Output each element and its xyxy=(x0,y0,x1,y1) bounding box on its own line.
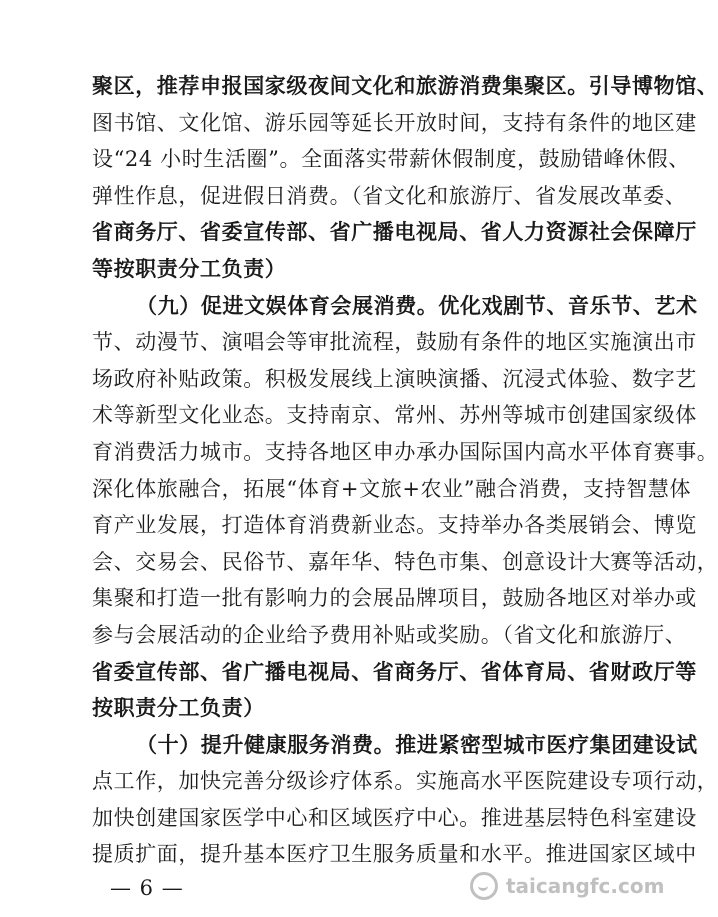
smile-circle-icon xyxy=(470,872,498,900)
text-line: 提质扩面，提升基本医疗卫生服务质量和水平。推进国家区域中 xyxy=(92,842,697,867)
text-line: 加快创建国家医学中心和区域医疗中心。推进基层特色科室建设 xyxy=(92,805,697,830)
section-heading-9: （九）促进文娱体育会展消费。优化戏剧节、音乐节、艺术 xyxy=(136,292,698,318)
text-line: 场政府补贴政策。积极发展线上演映演播、沉浸式体验、数字艺 xyxy=(92,366,697,391)
text-line: 弹性作息，促进假日消费。（省文化和旅游厅、省发展改革委、 xyxy=(92,183,687,208)
text-line: 集聚和打造一批有影响力的会展品牌项目，鼓励各地区对举办或 xyxy=(92,586,697,611)
body-text xyxy=(92,68,718,873)
text-line: 会、交易会、民俗节、嘉年华、特色市集、创意设计大赛等活动， xyxy=(92,549,718,574)
text-line: 聚区，推荐申报国家级夜间文化和旅游消费集聚区。引导博物馆、 xyxy=(92,73,718,98)
text-line: 深化体旅融合，拓展“体育+文旅+农业”融合消费，支持智慧体 xyxy=(92,476,692,501)
text-line: 育产业发展，打造体育消费新业态。支持举办各类展销会、博览 xyxy=(92,513,697,538)
text-line: 术等新型文化业态。支持南京、常州、苏州等城市创建国家级体 xyxy=(92,403,697,428)
text-line: 点工作，加快完善分级诊疗体系。实施高水平医院建设专项行动， xyxy=(92,769,718,794)
text-line: 图书馆、文化馆、游乐园等延长开放时间，支持有条件的地区建 xyxy=(92,110,697,135)
text-line: 节、动漫节、演唱会等审批流程，鼓励有条件的地区实施演出市 xyxy=(92,330,697,355)
section-heading-10: （十）提升健康服务消费。推进紧密型城市医疗集团建设试 xyxy=(136,731,698,757)
text-line: 省商务厅、省委宣传部、省广播电视局、省人力资源社会保障厅 xyxy=(92,219,697,245)
watermark xyxy=(470,872,664,900)
text-line: 设“24 小时生活圈”。全面落实带薪休假制度，鼓励错峰休假、 xyxy=(92,147,690,172)
text-line: 等按职责分工负责） xyxy=(92,255,287,281)
text-line: 参与会展活动的企业给予费用补贴或奖励。（省文化和旅游厅、 xyxy=(92,622,687,647)
watermark-text: taicangfc.com xyxy=(506,874,665,898)
text-line: 育消费活力城市。支持各地区申办承办国际国内高水平体育赛事。 xyxy=(92,439,718,464)
text-line: 省委宣传部、省广播电视局、省商务厅、省体育局、省财政厅等 xyxy=(92,658,697,684)
page-number: — 6 — xyxy=(110,876,184,900)
text-line: 按职责分工负责） xyxy=(92,695,265,721)
